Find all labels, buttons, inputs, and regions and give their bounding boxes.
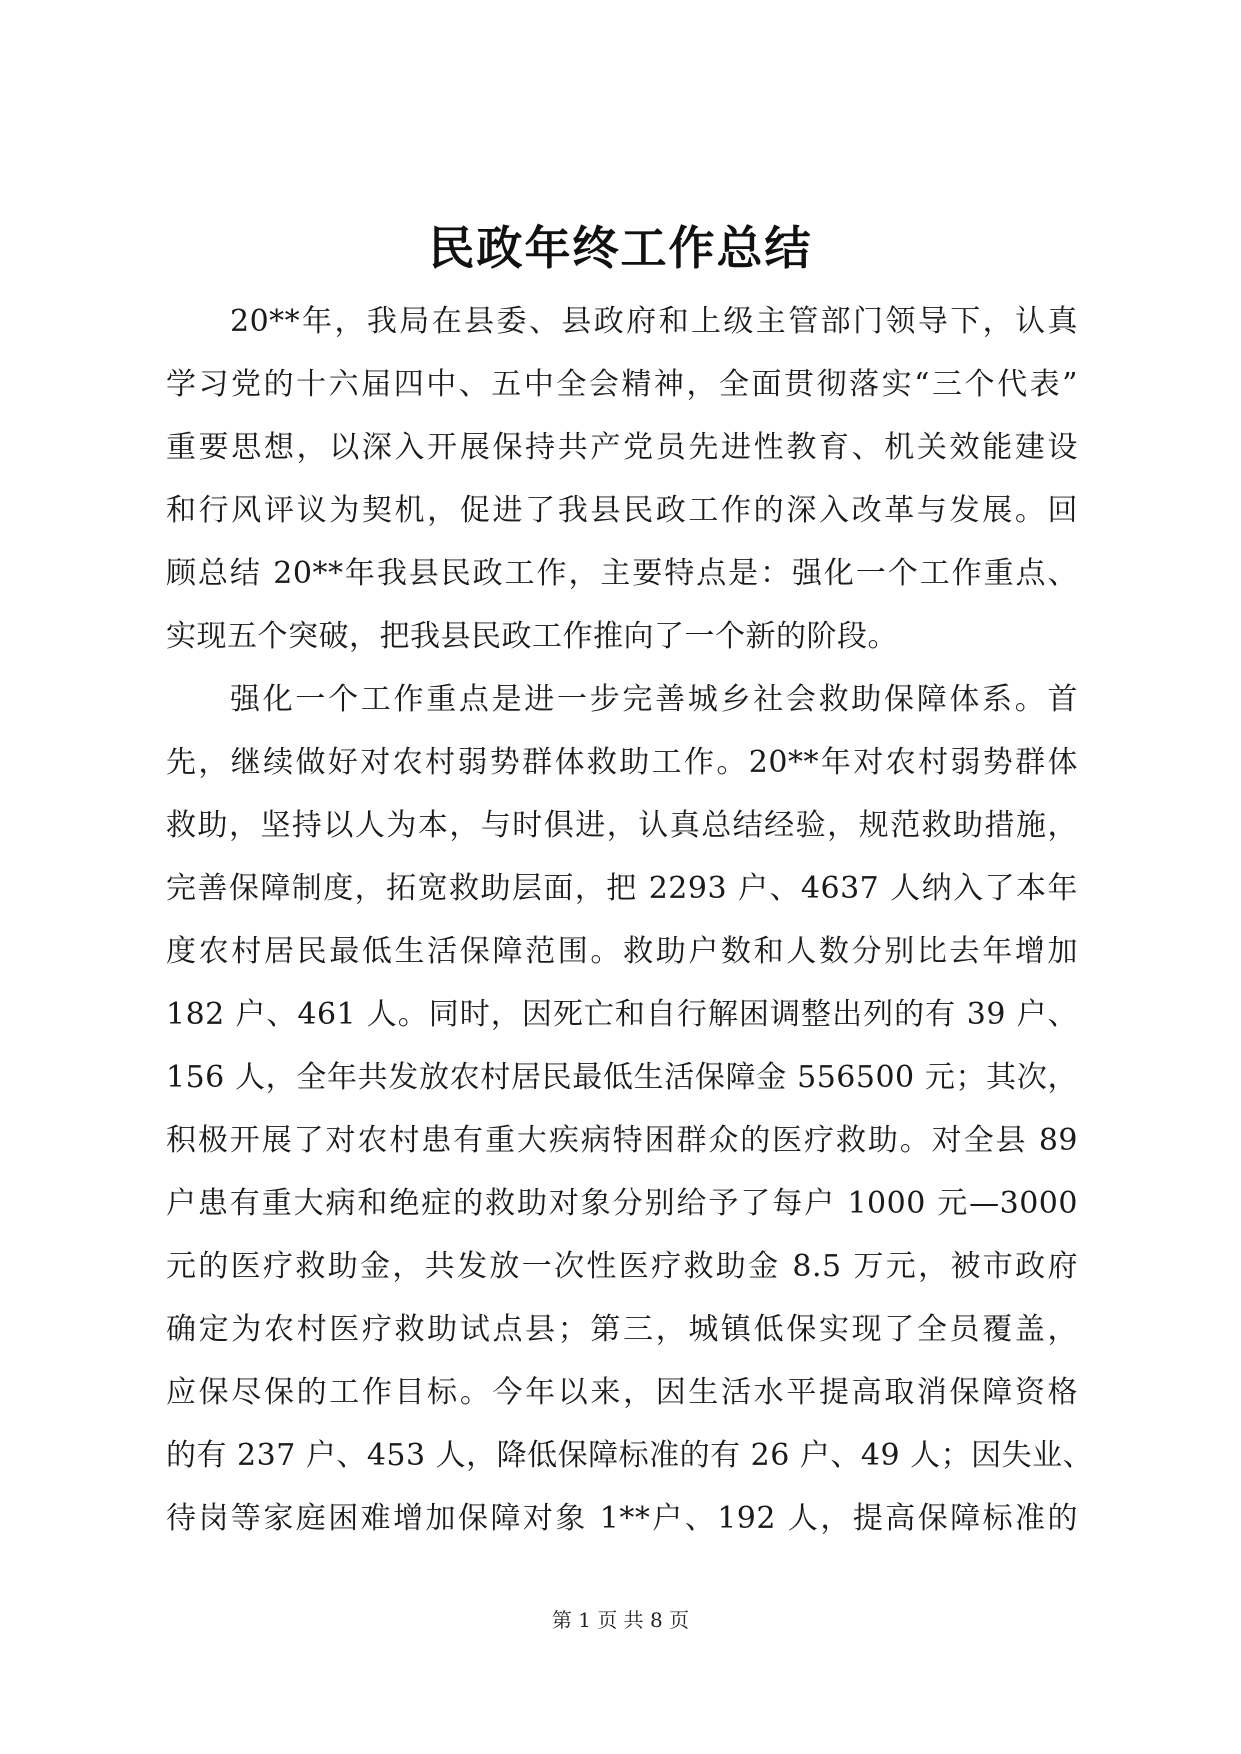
- text-line: 实现五个突破，把我县民政工作推向了一个新的阶段。: [166, 619, 898, 654]
- paragraph: [166, 668, 1094, 1550]
- document-body: [166, 290, 1094, 1550]
- text-line: 确定为农村医疗救助试点县；第三，城镇低保实现了全员覆盖，: [166, 1312, 1078, 1347]
- text-line: 重要思想，以深入开展保持共产党员先进性教育、机关效能建设: [166, 430, 1078, 465]
- text-line: 的有 237 户、453 人，降低保障标准的有 26 户、49 人；因失业、: [166, 1438, 1094, 1473]
- paragraph: [166, 290, 1078, 668]
- text-line: 应保尽保的工作目标。今年以来，因生活水平提高取消保障资格: [166, 1375, 1078, 1410]
- text-line: 度农村居民最低生活保障范围。救助户数和人数分别比去年增加: [166, 934, 1078, 969]
- text-line: 156 人，全年共发放农村居民最低生活保障金 556500 元；其次，: [166, 1060, 1078, 1095]
- text-line: 元的医疗救助金，共发放一次性医疗救助金 8.5 万元，被市政府: [166, 1249, 1078, 1284]
- text-line: 救助，坚持以人为本，与时俱进，认真总结经验，规范救助措施，: [166, 808, 1078, 843]
- text-line: 强化一个工作重点是进一步完善城乡社会救助保障体系。首: [230, 682, 1078, 717]
- text-line: 积极开展了对农村患有重大疾病特困群众的医疗救助。对全县 89: [166, 1123, 1078, 1158]
- text-line: 户患有重大病和绝症的救助对象分别给予了每户 1000 元—3000: [166, 1186, 1078, 1221]
- text-line: 待岗等家庭困难增加保障对象 1**户、192 人，提高保障标准的: [166, 1501, 1078, 1536]
- document-title: 民政年终工作总结: [428, 221, 813, 275]
- text-line: 和行风评议为契机，促进了我县民政工作的深入改革与发展。回: [166, 493, 1078, 528]
- text-line: 学习党的十六届四中、五中全会精神，全面贯彻落实“三个代表”: [166, 367, 1078, 402]
- text-line: 先，继续做好对农村弱势群体救助工作。20**年对农村弱势群体: [166, 745, 1078, 780]
- text-line: 20**年，我局在县委、县政府和上级主管部门领导下，认真: [230, 304, 1078, 339]
- text-line: 顾总结 20**年我县民政工作，主要特点是：强化一个工作重点、: [166, 556, 1078, 591]
- text-line: 182 户、461 人。同时，因死亡和自行解困调整出列的有 39 户、: [166, 997, 1078, 1032]
- page-number-footer: 第 1 页 共 8 页: [551, 1608, 690, 1632]
- text-line: 完善保障制度，拓宽救助层面，把 2293 户、4637 人纳入了本年: [166, 871, 1078, 906]
